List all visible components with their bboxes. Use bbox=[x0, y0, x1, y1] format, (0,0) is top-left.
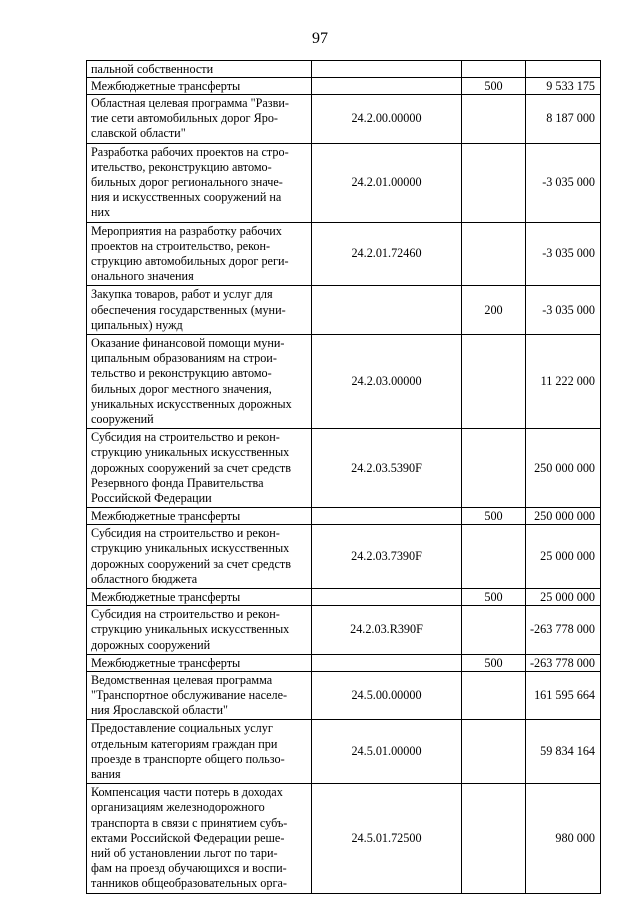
row-code-cell bbox=[312, 589, 462, 606]
row-expense-type-cell bbox=[462, 429, 526, 508]
row-name-cell: пальной собственности bbox=[87, 61, 312, 78]
row-expense-type-cell bbox=[462, 525, 526, 589]
budget-table-body bbox=[87, 61, 601, 894]
row-name-cell: Ведомственная целевая программа "Транспортное обслуживание населе- ния Ярославской области" bbox=[87, 671, 312, 720]
row-expense-type-cell: 500 bbox=[462, 654, 526, 671]
row-expense-type-cell bbox=[462, 671, 526, 720]
row-code-cell: 24.2.03.7390F bbox=[312, 525, 462, 589]
row-code-cell: 24.5.01.00000 bbox=[312, 720, 462, 784]
table-row bbox=[87, 671, 601, 720]
row-amount-cell: 250 000 000 bbox=[526, 508, 601, 525]
row-name-cell: Субсидия на строительство и рекон- струкцию уникальных искусственных дорожных сооружений bbox=[87, 606, 312, 655]
row-amount-cell: -3 035 000 bbox=[526, 286, 601, 335]
table-row bbox=[87, 589, 601, 606]
row-amount-cell: -263 778 000 bbox=[526, 654, 601, 671]
row-code-cell: 24.5.01.72500 bbox=[312, 784, 462, 893]
row-name-cell: Субсидия на строительство и рекон- струкцию уникальных искусственных дорожных сооружений за счет средств Резервного фонда Правительства Российской Федерации bbox=[87, 429, 312, 508]
row-code-cell bbox=[312, 61, 462, 78]
table-row bbox=[87, 784, 601, 893]
row-code-cell: 24.2.03.R390F bbox=[312, 606, 462, 655]
row-expense-type-cell: 500 bbox=[462, 78, 526, 95]
row-code-cell bbox=[312, 508, 462, 525]
row-name-cell: Межбюджетные трансферты bbox=[87, 589, 312, 606]
row-code-cell bbox=[312, 286, 462, 335]
page-number: 97 bbox=[312, 30, 328, 47]
row-amount-cell: 161 595 664 bbox=[526, 671, 601, 720]
table-row bbox=[87, 654, 601, 671]
row-amount-cell: -263 778 000 bbox=[526, 606, 601, 655]
row-amount-cell: 25 000 000 bbox=[526, 589, 601, 606]
table-row bbox=[87, 606, 601, 655]
row-expense-type-cell bbox=[462, 143, 526, 222]
table-row bbox=[87, 525, 601, 589]
row-code-cell: 24.2.03.5390F bbox=[312, 429, 462, 508]
row-amount-cell: 8 187 000 bbox=[526, 95, 601, 144]
row-name-cell: Межбюджетные трансферты bbox=[87, 78, 312, 95]
row-amount-cell: -3 035 000 bbox=[526, 222, 601, 286]
table-row bbox=[87, 335, 601, 429]
row-amount-cell: 250 000 000 bbox=[526, 429, 601, 508]
table-row bbox=[87, 222, 601, 286]
row-name-cell: Закупка товаров, работ и услуг для обеспечения государственных (муни- ципальных) нужд bbox=[87, 286, 312, 335]
row-amount-cell bbox=[526, 61, 601, 78]
table-row bbox=[87, 61, 601, 78]
row-name-cell: Оказание финансовой помощи муни- ципальным образованиям на строи- тельство и реконструкцию автомо- бильных дорог местного значения, уникальных искусственных дорожных сооружений bbox=[87, 335, 312, 429]
row-name-cell: Межбюджетные трансферты bbox=[87, 508, 312, 525]
row-expense-type-cell bbox=[462, 720, 526, 784]
row-expense-type-cell bbox=[462, 606, 526, 655]
row-code-cell: 24.2.01.00000 bbox=[312, 143, 462, 222]
table-row bbox=[87, 78, 601, 95]
row-expense-type-cell bbox=[462, 222, 526, 286]
row-amount-cell: 25 000 000 bbox=[526, 525, 601, 589]
row-amount-cell: 59 834 164 bbox=[526, 720, 601, 784]
row-name-cell: Областная целевая программа "Разви- тие сети автомобильных дорог Яро- славской области" bbox=[87, 95, 312, 144]
row-code-cell: 24.2.00.00000 bbox=[312, 95, 462, 144]
row-amount-cell: -3 035 000 bbox=[526, 143, 601, 222]
row-name-cell: Субсидия на строительство и рекон- струкцию уникальных искусственных дорожных сооружений за счет средств областного бюджета bbox=[87, 525, 312, 589]
table-row bbox=[87, 286, 601, 335]
row-expense-type-cell: 500 bbox=[462, 589, 526, 606]
row-code-cell bbox=[312, 654, 462, 671]
table-row bbox=[87, 95, 601, 144]
row-expense-type-cell bbox=[462, 335, 526, 429]
row-expense-type-cell bbox=[462, 95, 526, 144]
budget-table bbox=[86, 60, 601, 894]
row-name-cell: Разработка рабочих проектов на стро- ительство, реконструкцию автомо- бильных дорог регионального значе- ния и искусственных сооружений на них bbox=[87, 143, 312, 222]
row-expense-type-cell: 200 bbox=[462, 286, 526, 335]
row-amount-cell: 11 222 000 bbox=[526, 335, 601, 429]
table-row bbox=[87, 508, 601, 525]
row-amount-cell: 980 000 bbox=[526, 784, 601, 893]
row-name-cell: Межбюджетные трансферты bbox=[87, 654, 312, 671]
row-code-cell: 24.5.00.00000 bbox=[312, 671, 462, 720]
table-row bbox=[87, 143, 601, 222]
row-expense-type-cell bbox=[462, 61, 526, 78]
row-name-cell: Предоставление социальных услуг отдельным категориям граждан при проезде в транспорте общего пользо- вания bbox=[87, 720, 312, 784]
row-name-cell: Компенсация части потерь в доходах организациям железнодорожного транспорта в связи с принятием субъ- ектами Российской Федерации реше- ний об установлении льгот по тари- фам на проезд обучающихся и воспи- танников общеобразовательных орга- bbox=[87, 784, 312, 893]
row-name-cell: Мероприятия на разработку рабочих проектов на строительство, рекон- струкцию автомобильных дорог реги- онального значения bbox=[87, 222, 312, 286]
table-row bbox=[87, 429, 601, 508]
row-amount-cell: 9 533 175 bbox=[526, 78, 601, 95]
row-code-cell bbox=[312, 78, 462, 95]
row-code-cell: 24.2.03.00000 bbox=[312, 335, 462, 429]
table-row bbox=[87, 720, 601, 784]
row-code-cell: 24.2.01.72460 bbox=[312, 222, 462, 286]
row-expense-type-cell bbox=[462, 784, 526, 893]
row-expense-type-cell: 500 bbox=[462, 508, 526, 525]
